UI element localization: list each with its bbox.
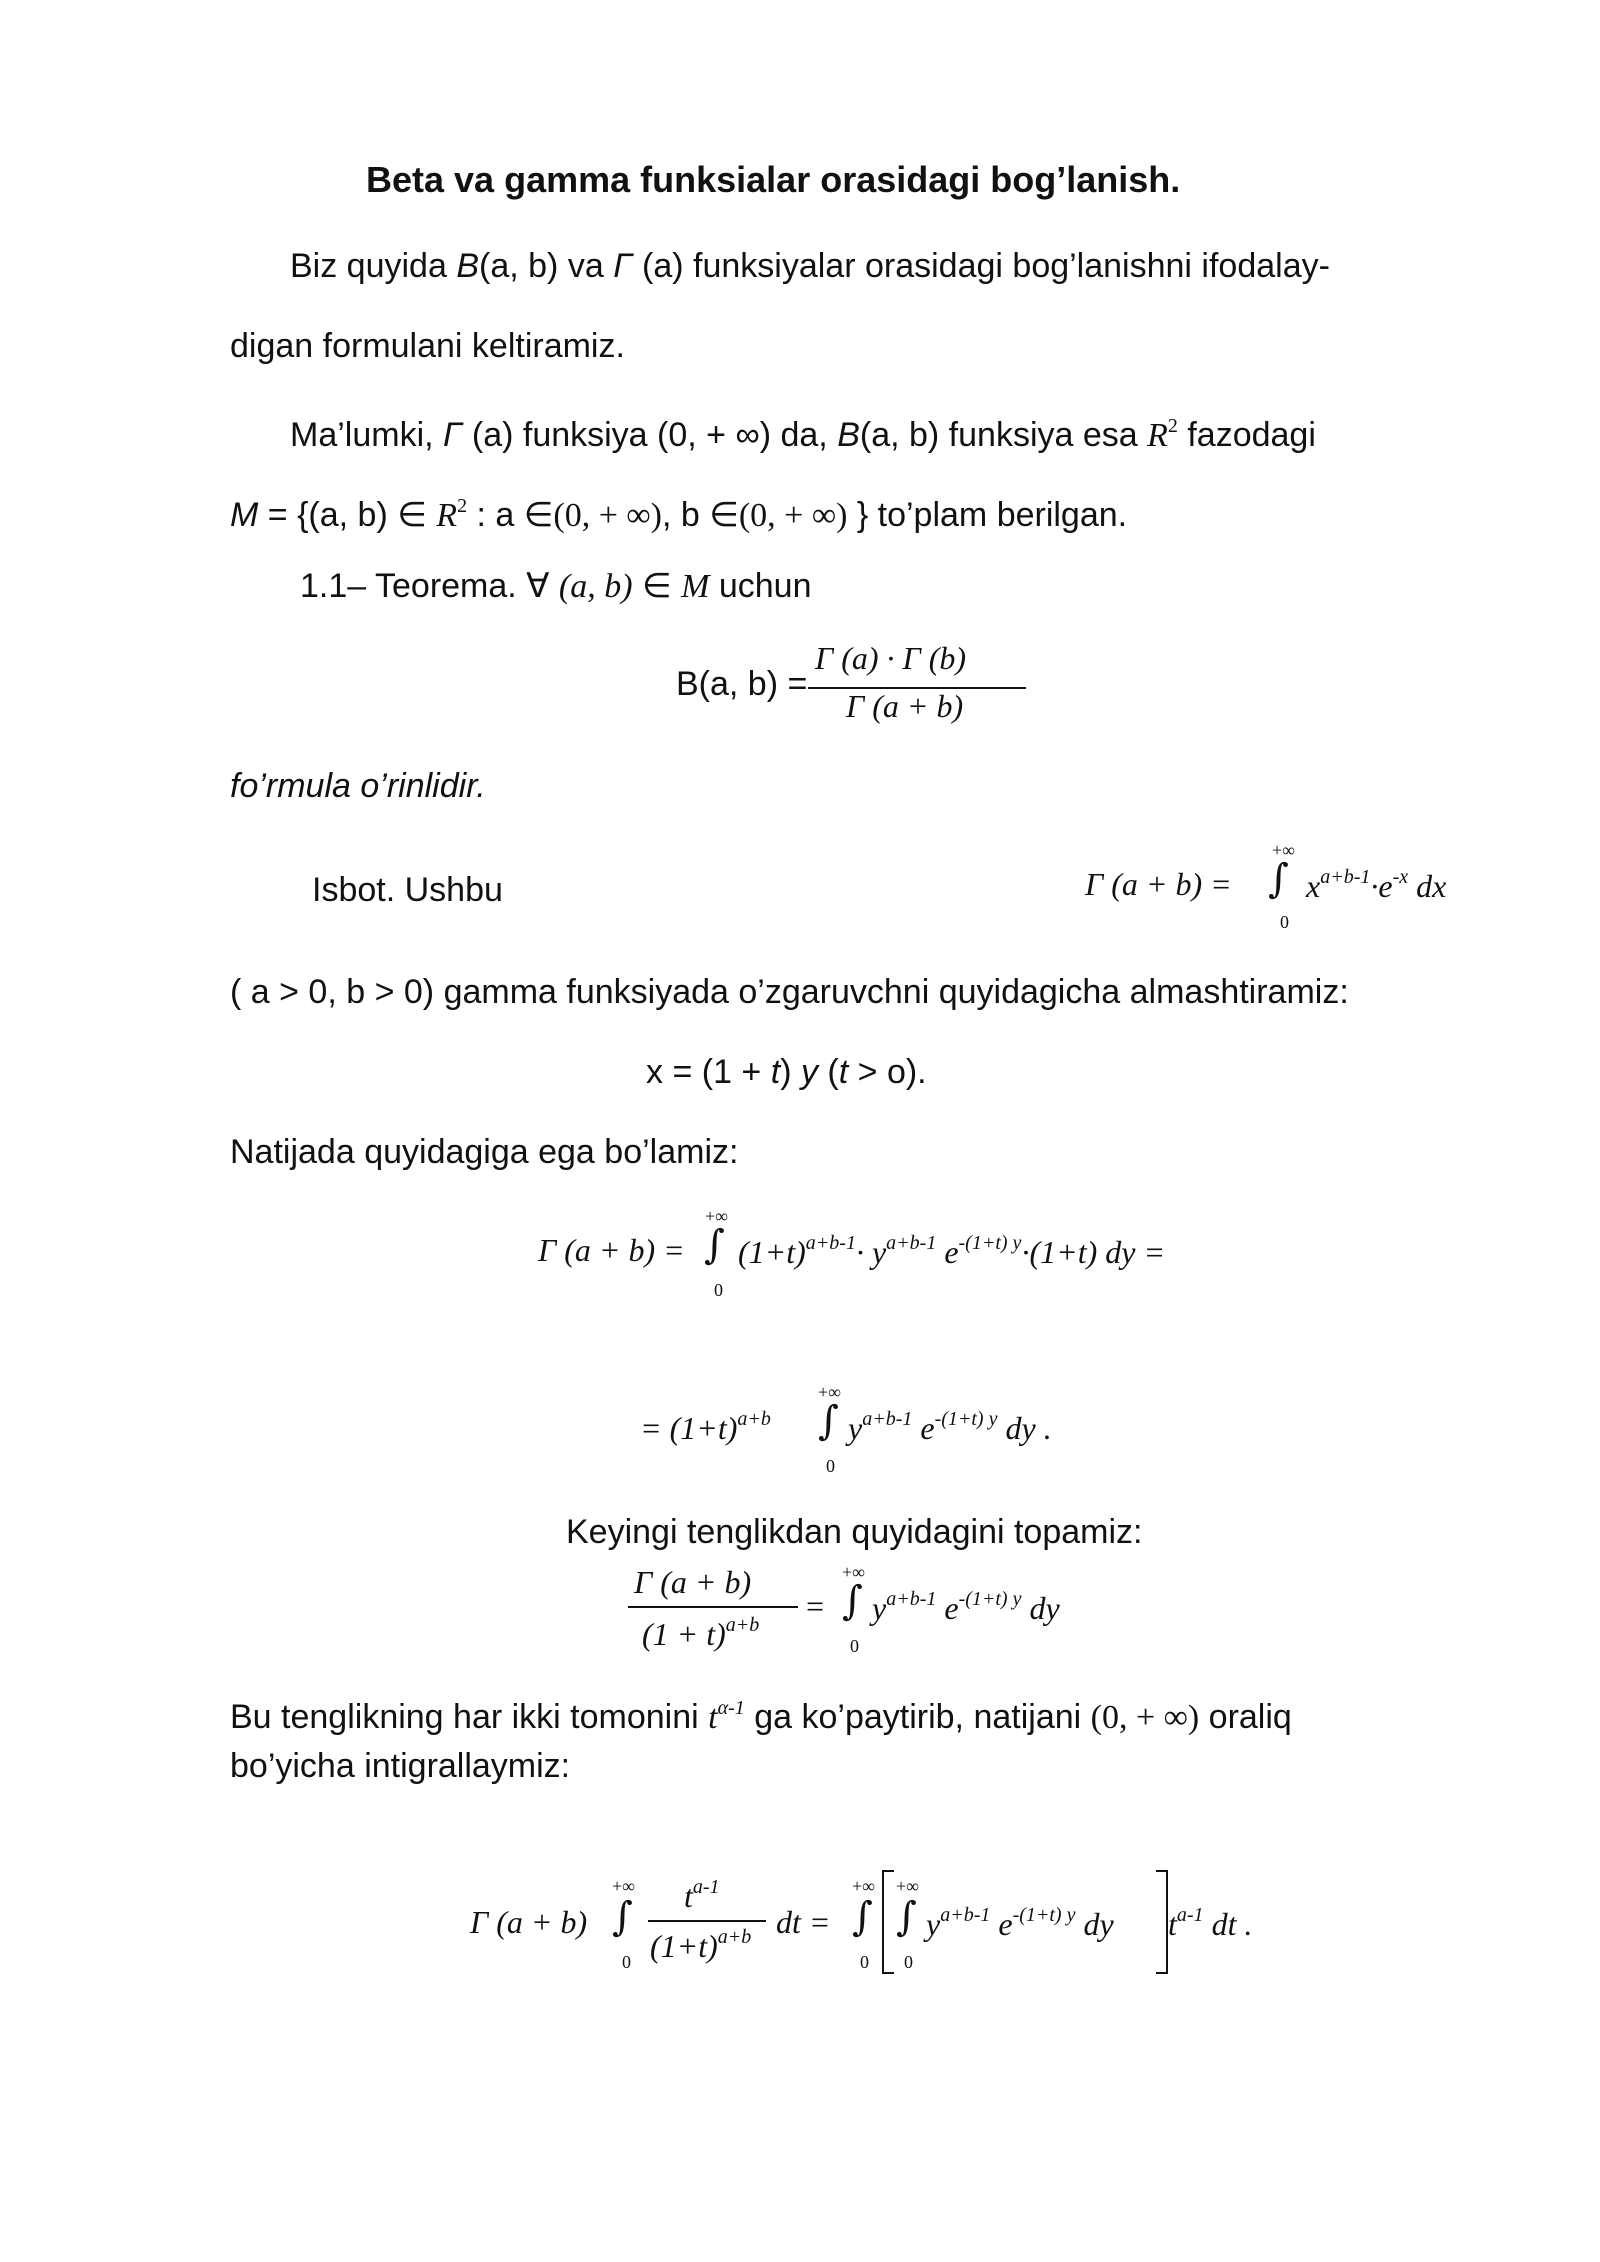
gamma-def-integral-icon: ∫ [1268,856,1289,902]
gamma-def-upper-limit: +∞ [1272,840,1295,860]
formula1-numerator: Γ (a) · Γ (b) [815,640,967,676]
eq5-left-bracket [882,1870,894,1974]
set-text-d: } to’plam berilgan. [847,496,1128,534]
theorem-in: ∈ [632,567,682,605]
eq5-num-exp: a-1 [692,1876,720,1898]
eq4-lower-limit: 0 [850,1636,859,1656]
eq5-y: y [926,1906,941,1942]
eq4-y-exp: a+b-1 [886,1588,937,1610]
formula-note: fo’rmula o’rinlidir. [230,767,486,805]
gamma-def-x-exp: a+b-1 [1320,866,1371,888]
sub-text-b: ) [780,1053,801,1091]
p1-beta: B [456,247,480,285]
eq5-upper-limit-2: +∞ [852,1876,875,1896]
eq4-e: e [936,1590,959,1626]
formula1-denominator: Γ (a + b) [846,688,964,724]
eq5-lhs: Γ (a + b) [470,1904,588,1940]
eq5-lower-limit-1: 0 [622,1952,631,1972]
p1-gamma: Γ [613,247,633,285]
mult-t: t [708,1699,718,1736]
eq5-end: dt . [1203,1906,1253,1942]
eq3-lhs-exp: a+b [737,1408,771,1430]
next-label: Keyingi tenglikdan quyidagini topamiz: [566,1513,1143,1551]
multiply-line [230,1688,1292,1738]
mult-text-a: Bu tenglikning har ikki tomonini [230,1698,709,1736]
eq3-e-exp: -(1+t) y [934,1408,998,1430]
set-m: M [230,496,259,534]
eq3-integrand [848,1408,1052,1447]
p2-text-c: (a, b) funksiya esa [859,416,1148,454]
eq5-den-exp: a+b [717,1926,752,1948]
eq2-f2: · y [855,1234,887,1270]
eq5-num-t: t [684,1878,693,1914]
set-interval-2: (0, + ∞) [738,497,848,534]
eq2-upper-limit: +∞ [705,1206,728,1226]
eq4-integrand [872,1588,1060,1627]
mult-t-exp: α-1 [717,1697,745,1719]
sub-text-a: x = (1 + [646,1053,771,1091]
p2-gamma: Γ [443,416,463,454]
eq5-denominator [650,1926,751,1965]
eq5-e-exp: -(1+t) y [1012,1904,1076,1926]
eq4-upper-limit: +∞ [842,1562,865,1582]
eq5-tail [1168,1904,1252,1943]
p2-text-b: (a) funksiya (0, + ∞) da, [462,416,838,454]
eq4-dy: dy [1021,1590,1060,1626]
sub-t: t [770,1053,781,1091]
eq5-numerator [684,1876,720,1915]
eq3-upper-limit: +∞ [818,1382,841,1402]
p2-text-a: Ma’lumki, [290,416,444,454]
eq5-integral-1-icon: ∫ [612,1894,633,1940]
theorem-label: 1.1– Teorema. ∀ [300,567,559,605]
eq5-y-exp: a+b-1 [940,1904,991,1926]
mult-text-b: ga ko’paytirib, natijani [744,1698,1091,1736]
eq4-equals: = [806,1588,825,1624]
sub-t2: t [838,1053,849,1091]
eq2-lhs: Γ (a + b) = [538,1232,685,1268]
paragraph-1-line-2: digan formulani keltiramiz. [230,327,625,365]
formula1-lhs: B(a, b) = [676,665,808,703]
proof-label: Isbot. Ushbu [312,871,503,909]
eq4-e-exp: -(1+t) y [958,1588,1022,1610]
eq4-fraction-bar [628,1606,798,1608]
eq2-f3-exp: -(1+t) y [958,1232,1022,1254]
paragraph-2-line-2 [230,486,1127,536]
mult-text-c: oraliq [1199,1698,1292,1736]
eq4-den-text: (1 + t) [642,1616,726,1652]
eq5-integral-3-icon: ∫ [896,1894,917,1940]
eq5-lower-limit-3: 0 [904,1952,913,1972]
eq5-e: e [990,1906,1013,1942]
p1-text-a: Biz quyida [290,247,457,285]
eq3-e: e [912,1410,935,1446]
eq5-upper-limit-1: +∞ [612,1876,635,1896]
eq5-den-text: (1+t) [650,1928,718,1964]
p2-r-exponent: 2 [1167,415,1178,437]
eq3-lower-limit: 0 [826,1456,835,1476]
gamma-def-e-exp: -x [1392,866,1409,888]
p2-beta: B [837,416,860,454]
eq3-lhs-text: = (1+t) [640,1410,738,1446]
eq2-f2-exp: a+b-1 [886,1232,937,1254]
gamma-def-dx: dx [1408,868,1447,904]
mult-interval: (0, + ∞) [1090,1699,1200,1736]
eq5-dt-equals: dt = [776,1904,831,1940]
gamma-def-e: ·e [1370,868,1393,904]
eq2-integrand [738,1232,1165,1271]
eq5-t-exp: a-1 [1176,1904,1204,1926]
sub-y: y [800,1053,818,1091]
set-r-space: R [436,497,458,534]
eq5-right-bracket [1156,1870,1168,1974]
eq4-y: y [872,1590,887,1626]
p2-r-space: R [1147,417,1168,454]
eq5-dy: dy [1075,1906,1114,1942]
theorem-uchun: uchun [709,567,812,605]
multiply-line-2: bo’yicha intigrallaymiz: [230,1747,571,1785]
eq2-lower-limit: 0 [714,1280,723,1300]
sub-text-c: ( [817,1053,839,1091]
eq5-fraction-bar [648,1920,766,1922]
eq4-den-exp: a+b [725,1614,760,1636]
result-label: Natijada quyidagiga ega bo’lamiz: [230,1133,739,1171]
p1-text-c: (a) funksiyalar orasidagi bog’lanishni ifodalay- [632,247,1330,285]
gamma-def-lhs: Γ (a + b) = [1085,866,1232,902]
gamma-def-x: x [1306,868,1321,904]
page-title: Beta va gamma funksialar orasidagi bog’lanish. [366,159,1181,200]
substitution-line [646,1052,927,1092]
eq2-f4: ·(1+t) dy = [1021,1234,1166,1270]
eq5-t: t [1168,1906,1177,1942]
eq2-integral-icon: ∫ [704,1222,725,1268]
eq3-integral-icon: ∫ [818,1398,839,1444]
eq2-f3: e [936,1234,959,1270]
sub-text-d: > o). [848,1053,927,1091]
eq5-integral-2-icon: ∫ [852,1894,873,1940]
eq3-y-exp: a+b-1 [862,1408,913,1430]
set-text-b: : a ∈ [467,496,554,534]
set-interval-1: (0, + ∞) [553,497,662,534]
eq2-f1: (1+t) [738,1234,806,1270]
eq3-y: y [848,1410,863,1446]
p2-text-d: fazodagi [1177,416,1316,454]
p1-text-b: (a, b) va [479,247,614,285]
set-r-exponent: 2 [457,495,468,517]
gamma-def-integrand [1306,866,1446,905]
set-text-c: , b ∈ [661,496,739,534]
eq2-f1-exp: a+b-1 [805,1232,856,1254]
eq4-denominator [642,1614,759,1653]
condition-line: ( a > 0, b > 0) gamma funksiyada o’zgaruvchni quyidagicha almashtiramiz: [230,973,1349,1011]
eq4-numerator: Γ (a + b) [634,1564,752,1600]
set-text-a: = {(a, b) ∈ [258,496,437,534]
eq5-upper-limit-3: +∞ [896,1876,919,1896]
theorem-ab: (a, b) [558,568,633,605]
theorem-m: M [681,568,710,605]
theorem-line [300,566,811,607]
eq5-inner-integrand [926,1904,1114,1943]
gamma-def-lower-limit: 0 [1280,912,1289,932]
paragraph-1 [290,246,1330,286]
paragraph-2 [290,406,1316,456]
eq4-integral-icon: ∫ [842,1578,863,1624]
eq5-lower-limit-2: 0 [860,1952,869,1972]
eq3-dy: dy . [997,1410,1052,1446]
eq3-lhs [640,1408,771,1447]
